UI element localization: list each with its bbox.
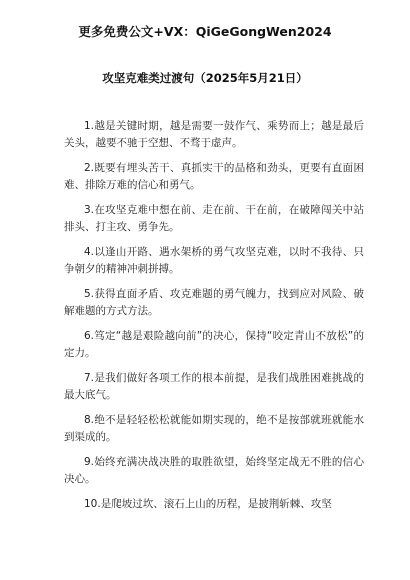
sentence-list [64,118,364,513]
list-item: 7.是我们做好各项工作的根本前提，是我们战胜困难挑战的最大底气。 [64,372,364,401]
document-title: 攻坚克难类过渡句（2025年5月21日） [102,71,308,85]
list-item: 5.获得直面矛盾、攻克难题的勇气魄力，找到应对风险、破解难题的方式方法。 [64,288,364,317]
list-item: 3.在攻坚克难中想在前、走在前、干在前，在破障闯关中站排头、打主攻、勇争先。 [64,204,364,233]
list-item: 8.绝不是轻轻松松就能如期实现的，绝不是按部就班就能水到渠成的。 [64,414,364,443]
list-item: 2.既要有埋头苦干、真抓实干的品格和劲头，更要有直面困难、排除万难的信心和勇气。 [64,162,364,191]
list-item: 10.是爬坡过坎、滚石上山的历程，是披荆斩棘、攻坚 [84,498,332,510]
list-item: 4.以逢山开路、遇水架桥的勇气攻坚克难，以时不我待、只争朝夕的精神冲刺拼搏。 [64,246,364,275]
list-item: 6.笃定“越是艰险越向前”的决心，保持“咬定青山不放松”的定力。 [64,330,364,359]
list-item: 1.越是关键时期，越是需要一鼓作气、乘势而上；越是最后关头，越要不驰于空想、不骛于虚声。 [64,120,364,149]
promo-header: 更多免费公文+VX：QiGeGongWen2024 [78,24,332,39]
list-item: 9.始终充满决战决胜的取胜欲望，始终坚定战无不胜的信心决心。 [64,456,364,485]
